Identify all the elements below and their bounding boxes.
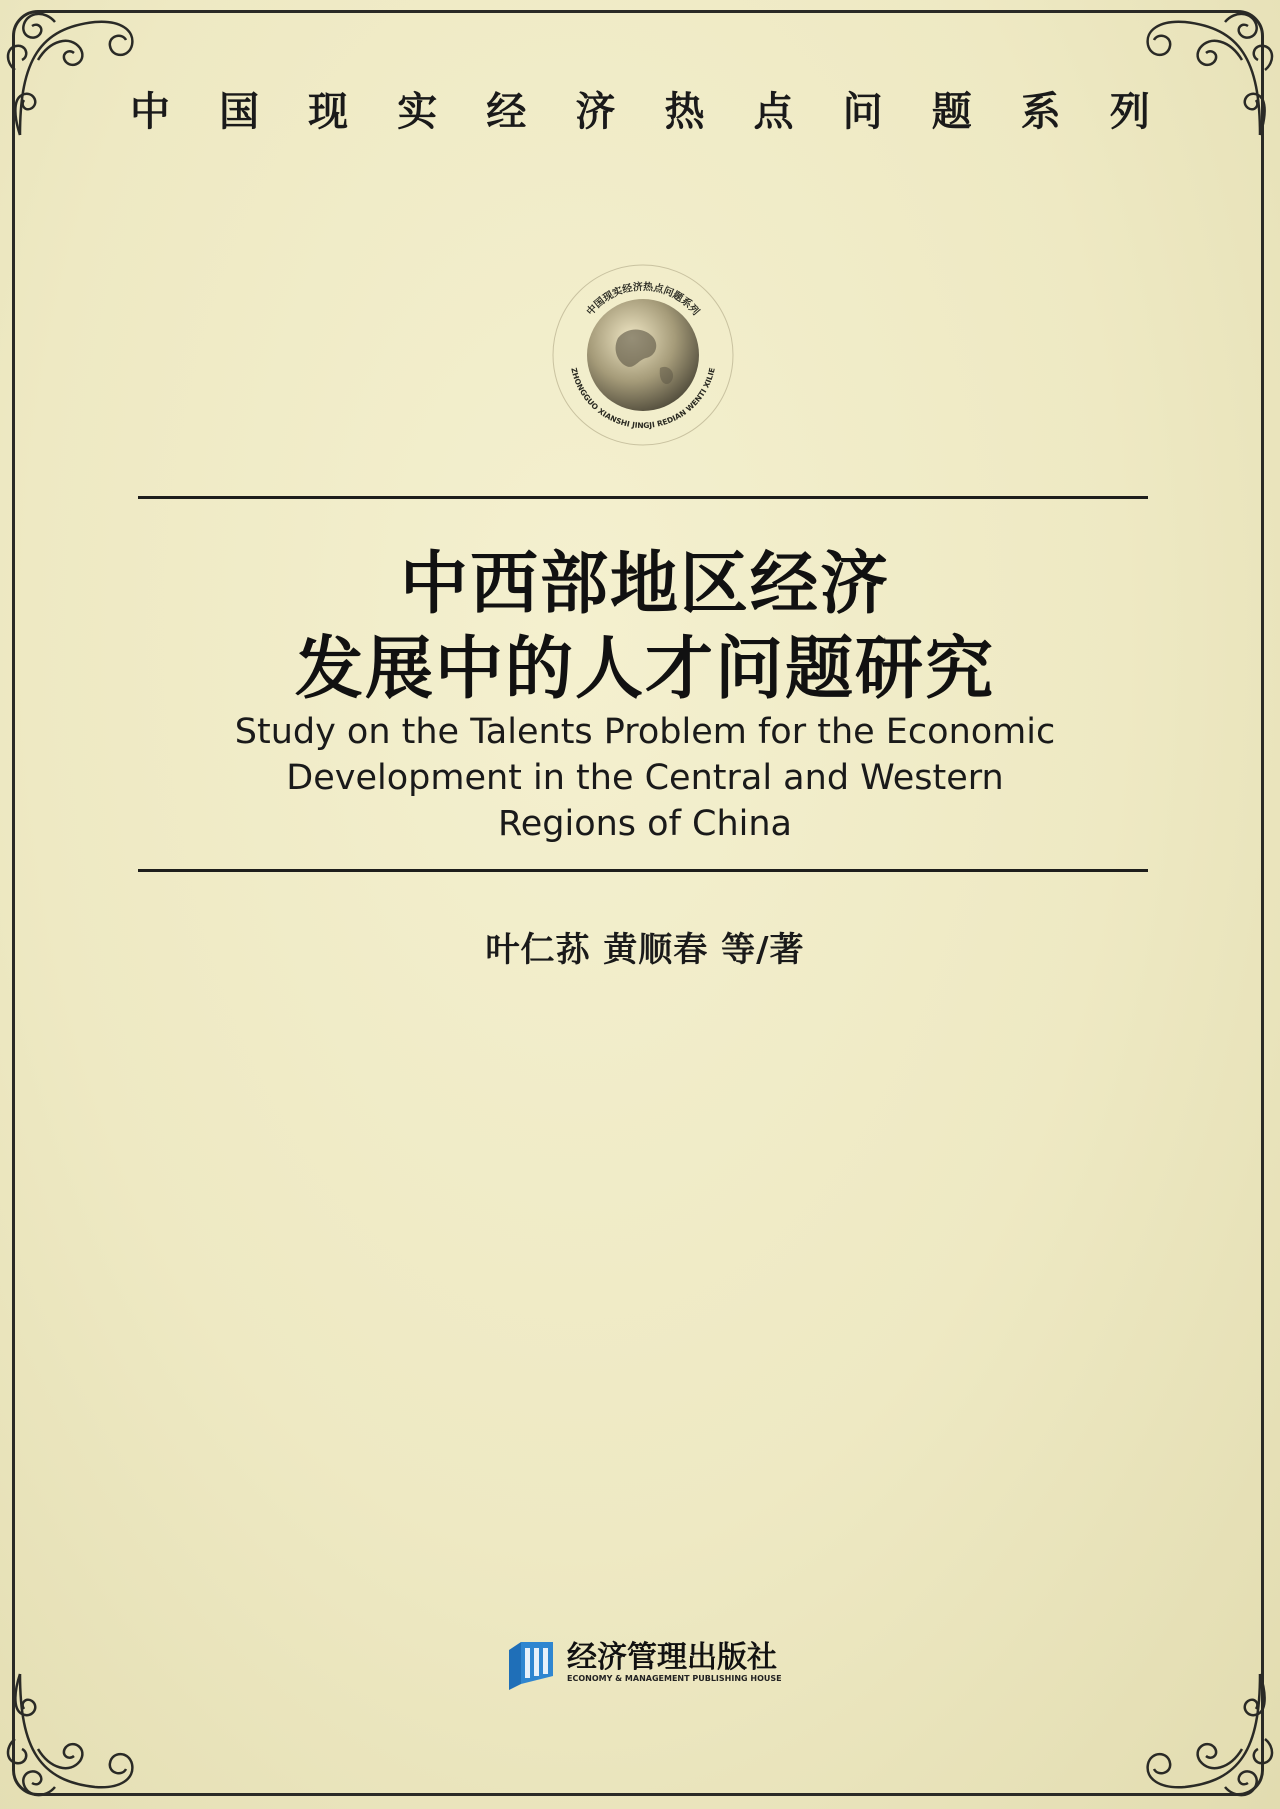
series-char: 问 [842, 89, 883, 135]
divider-bottom [138, 869, 1148, 872]
corner-ornament-icon [0, 1659, 150, 1809]
series-char: 题 [931, 89, 972, 135]
series-emblem [548, 260, 738, 450]
corner-ornament-icon [1130, 0, 1280, 150]
publisher-name-cn: 经济管理出版社 [567, 1640, 777, 1675]
series-char: 列 [1109, 89, 1150, 135]
publisher [505, 1632, 825, 1692]
series-char: 国 [219, 89, 260, 135]
series-char: 现 [308, 89, 349, 135]
series-char: 济 [575, 89, 616, 135]
series-char: 中 [130, 89, 170, 135]
authors: 叶仁荪 黄顺春 等/著 [485, 930, 805, 970]
corner-ornament-icon [0, 0, 150, 150]
series-char: 实 [397, 89, 438, 135]
title-cn-line-2: 发展中的人才问题研究 [294, 629, 995, 709]
title-cn-line-1: 中西部地区经济 [399, 544, 890, 624]
publisher-logo-icon [505, 1636, 557, 1690]
emblem-text-bottom: ZHONGGUO XIANSHI JINGJI REDIAN WENTI XILIE [569, 366, 717, 431]
series-char: 经 [486, 89, 527, 135]
publisher-name-en: ECONOMY & MANAGEMENT PUBLISHING HOUSE [567, 1674, 782, 1683]
series-title [130, 80, 1150, 137]
title-en-line-2: Development in the Central and Western [286, 758, 1004, 798]
title-en-line-3: Regions of China [497, 804, 792, 844]
emblem-text-top: 中国现实经济热点问题系列 [584, 281, 702, 318]
series-char: 点 [753, 89, 794, 135]
corner-ornament-icon [1130, 1659, 1280, 1809]
divider-top [138, 496, 1148, 499]
series-char: 系 [1020, 89, 1061, 135]
title-en-line-1: Study on the Talents Problem for the Economic [234, 712, 1056, 752]
series-char: 热 [664, 89, 705, 135]
